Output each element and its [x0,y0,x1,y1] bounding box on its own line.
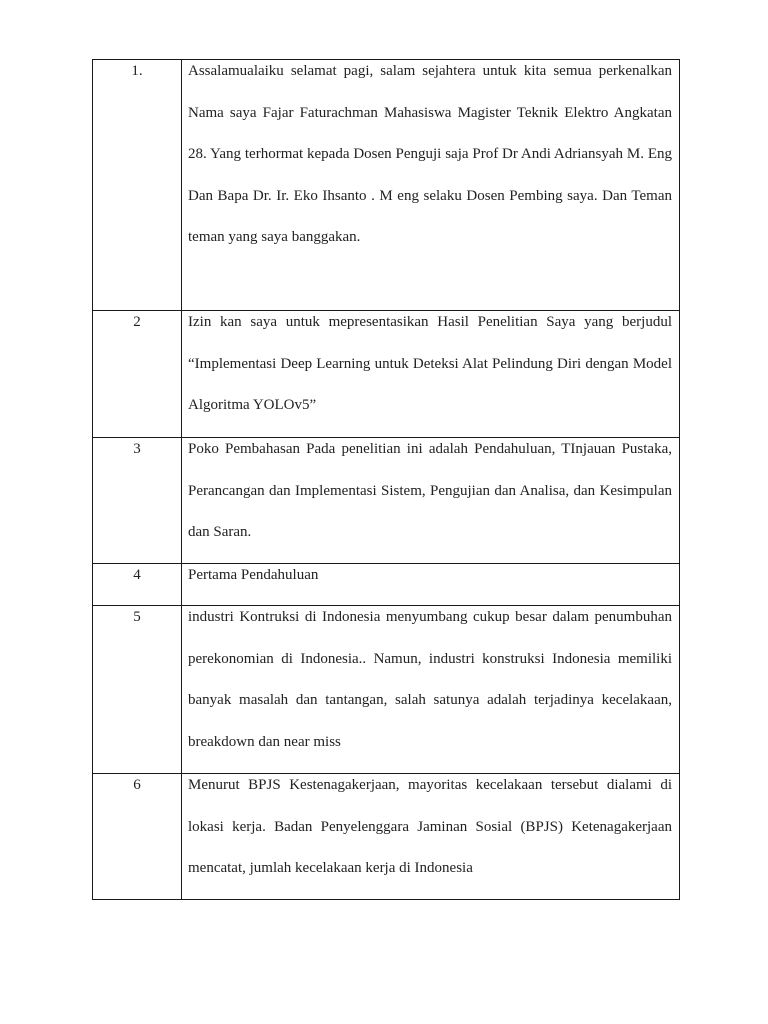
table-row [93,606,680,774]
row-number: 3 [133,441,141,457]
row-text: industri Kontruksi di Indonesia menyumbang cukup besar dalam penumbuhan perekonomian di Indonesia.. Namun, industri konstruksi Indonesia memiliki banyak masalah dan tantangan, salah satunya adalah terjadinya kecelakaan, breakdown dan near miss [188,609,672,750]
presentation-script-table [92,59,680,900]
table-row [93,438,680,564]
row-number-cell [93,311,182,438]
row-text: Izin kan saya untuk mepresentasikan Hasil Penelitian Saya yang berjudul “Implementasi Deep Learning untuk Deteksi Alat Pelindung Diri dengan Model Algoritma YOLOv5” [188,314,672,414]
row-text-cell [182,606,680,774]
row-number-cell [93,60,182,311]
row-text: Pertama Pendahuluan [188,567,319,583]
row-number: 1. [131,63,143,79]
row-text-cell [182,438,680,564]
row-text-cell [182,311,680,438]
table-row [93,774,680,900]
row-text: Menurut BPJS Kestenagakerjaan, mayoritas kecelakaan tersebut dialami di lokasi kerja. Badan Penyelenggara Jaminan Sosial (BPJS) Ketenagakerjaan mencatat, jumlah kecelakaan kerja di Indonesia [188,777,672,877]
table-row [93,311,680,438]
row-number: 6 [133,777,141,793]
row-number-cell [93,438,182,564]
row-number: 2 [133,314,141,330]
row-text-cell [182,60,680,311]
row-number-cell [93,606,182,774]
row-number: 5 [133,609,141,625]
table-row [93,60,680,311]
row-number: 4 [133,567,141,583]
row-text: Poko Pembahasan Pada penelitian ini adalah Pendahuluan, TInjauan Pustaka, Perancangan dan Implementasi Sistem, Pengujian dan Analisa, dan Kesimpulan dan Saran. [188,441,672,541]
row-text: Assalamualaiku selamat pagi, salam sejahtera untuk kita semua perkenalkan Nama saya Fajar Faturachman Mahasiswa Magister Teknik Elektro Angkatan 28. Yang terhormat kepada Dosen Penguji saja Prof Dr Andi Adriansyah M. Eng Dan Bapa Dr. Ir. Eko Ihsanto . M eng selaku Dosen Pembing saya. Dan Teman teman yang saya banggakan. [188,63,672,246]
row-text-cell [182,774,680,900]
row-number-cell [93,774,182,900]
